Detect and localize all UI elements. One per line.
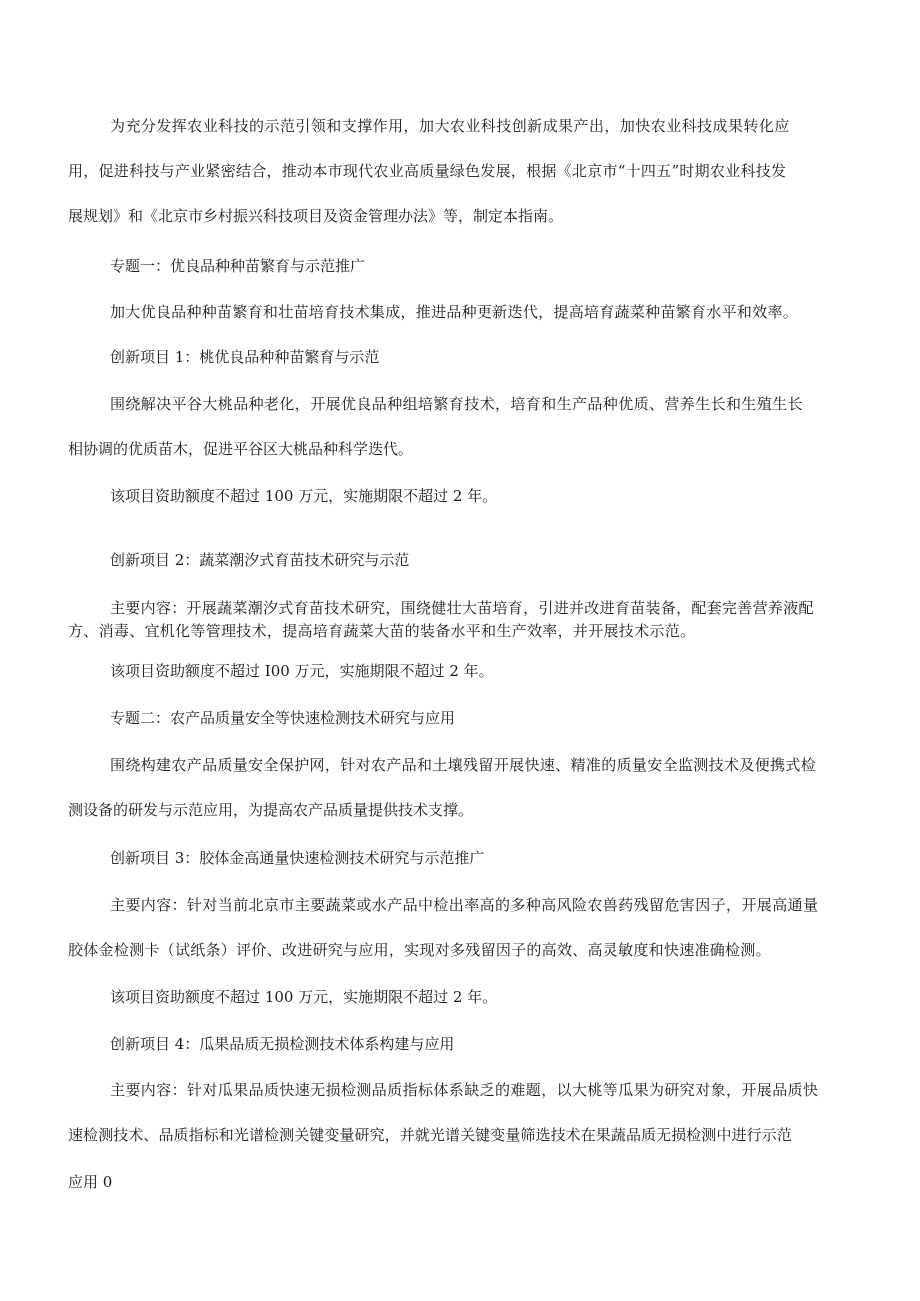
- topic-2-heading: 专题二：农产品质量安全等快速检测技术研究与应用: [110, 709, 456, 727]
- project-2-content-line-1: 主要内容：开展蔬菜潮汐式育苗技术研究，围绕健壮大苗培育，引进并改进育苗装备，配套完善营养液配: [110, 599, 814, 617]
- project-2-content-line-2: 方、消毒、宜机化等管理技术，提高培育蔬菜大苗的装备水平和生产效率，并开展技术示范。: [68, 622, 696, 640]
- project-4-content-line-1: 主要内容：针对瓜果品质快速无损检测品质指标体系缺乏的难题，以大桃等瓜果为研究对象，开展品质快: [110, 1081, 819, 1099]
- project-4-content-line-3: 应用 0: [68, 1173, 113, 1191]
- topic-1-description: 加大优良品种种苗繁育和壮苗培育技术集成，推进品种更新迭代，提高培育蔬菜种苗繁育水平和效率。: [110, 303, 799, 321]
- project-2-heading: 创新项目 2：蔬菜潮汐式育苗技术研究与示范: [110, 551, 410, 569]
- project-1-content-line-1: 围绕解决平谷大桃品种老化，开展优良品种组培繁育技术，培育和生产品种优质、营养生长和生殖生长: [110, 395, 804, 413]
- project-1-content-line-2: 相协调的优质苗木，促进平谷区大桃品种科学迭代。: [68, 440, 414, 458]
- project-3-heading: 创新项目 3：胶体金高通量快速检测技术研究与示范推广: [110, 849, 485, 867]
- project-1-heading: 创新项目 1：桃优良品种种苗繁育与示范: [110, 348, 380, 366]
- project-4-content-line-2: 速检测技术、品质指标和光谱检测关键变量研究，并就光谱关键变量筛选技术在果蔬品质无损检测中进行示范: [68, 1126, 792, 1144]
- topic-2-description-line-1: 围绕构建农产品质量安全保护网，针对农产品和土壤残留开展快速、精准的质量安全监测技术及便携式检: [110, 756, 817, 774]
- topic-1-heading: 专题一：优良品种种苗繁育与示范推广: [110, 257, 366, 275]
- project-3-funding: 该项目资助额度不超过 100 万元，实施期限不超过 2 年。: [110, 988, 498, 1006]
- intro-line-3: 展规划》和《北京市乡村振兴科技项目及资金管理办法》等，制定本指南。: [68, 207, 564, 225]
- intro-line-1: 为充分发挥农业科技的示范引领和支撑作用，加大农业科技创新成果产出，加快农业科技成果转化应: [110, 117, 790, 135]
- project-3-content-line-1: 主要内容：针对当前北京市主要蔬菜或水产品中检出率高的多种高风险农兽药残留危害因子，开展高通量: [110, 896, 819, 914]
- project-2-funding: 该项目资助额度不超过 I00 万元，实施期限不超过 2 年。: [110, 662, 494, 680]
- project-1-funding: 该项目资助额度不超过 100 万元，实施期限不超过 2 年。: [110, 487, 498, 505]
- project-4-heading: 创新项目 4：瓜果品质无损检测技术体系构建与应用: [110, 1035, 455, 1053]
- topic-2-description-line-2: 测设备的研发与示范应用，为提高农产品质量提供技术支撑。: [68, 801, 474, 819]
- project-3-content-line-2: 胶体金检测卡（试纸条）评价、改进研究与应用，实现对多残留因子的高效、高灵敏度和快速准确检测。: [68, 941, 771, 959]
- intro-line-2: 用，促进科技与产业紧密结合，推动本市现代农业高质量绿色发展，根据《北京市“十四五”时期农业科技发: [68, 162, 787, 180]
